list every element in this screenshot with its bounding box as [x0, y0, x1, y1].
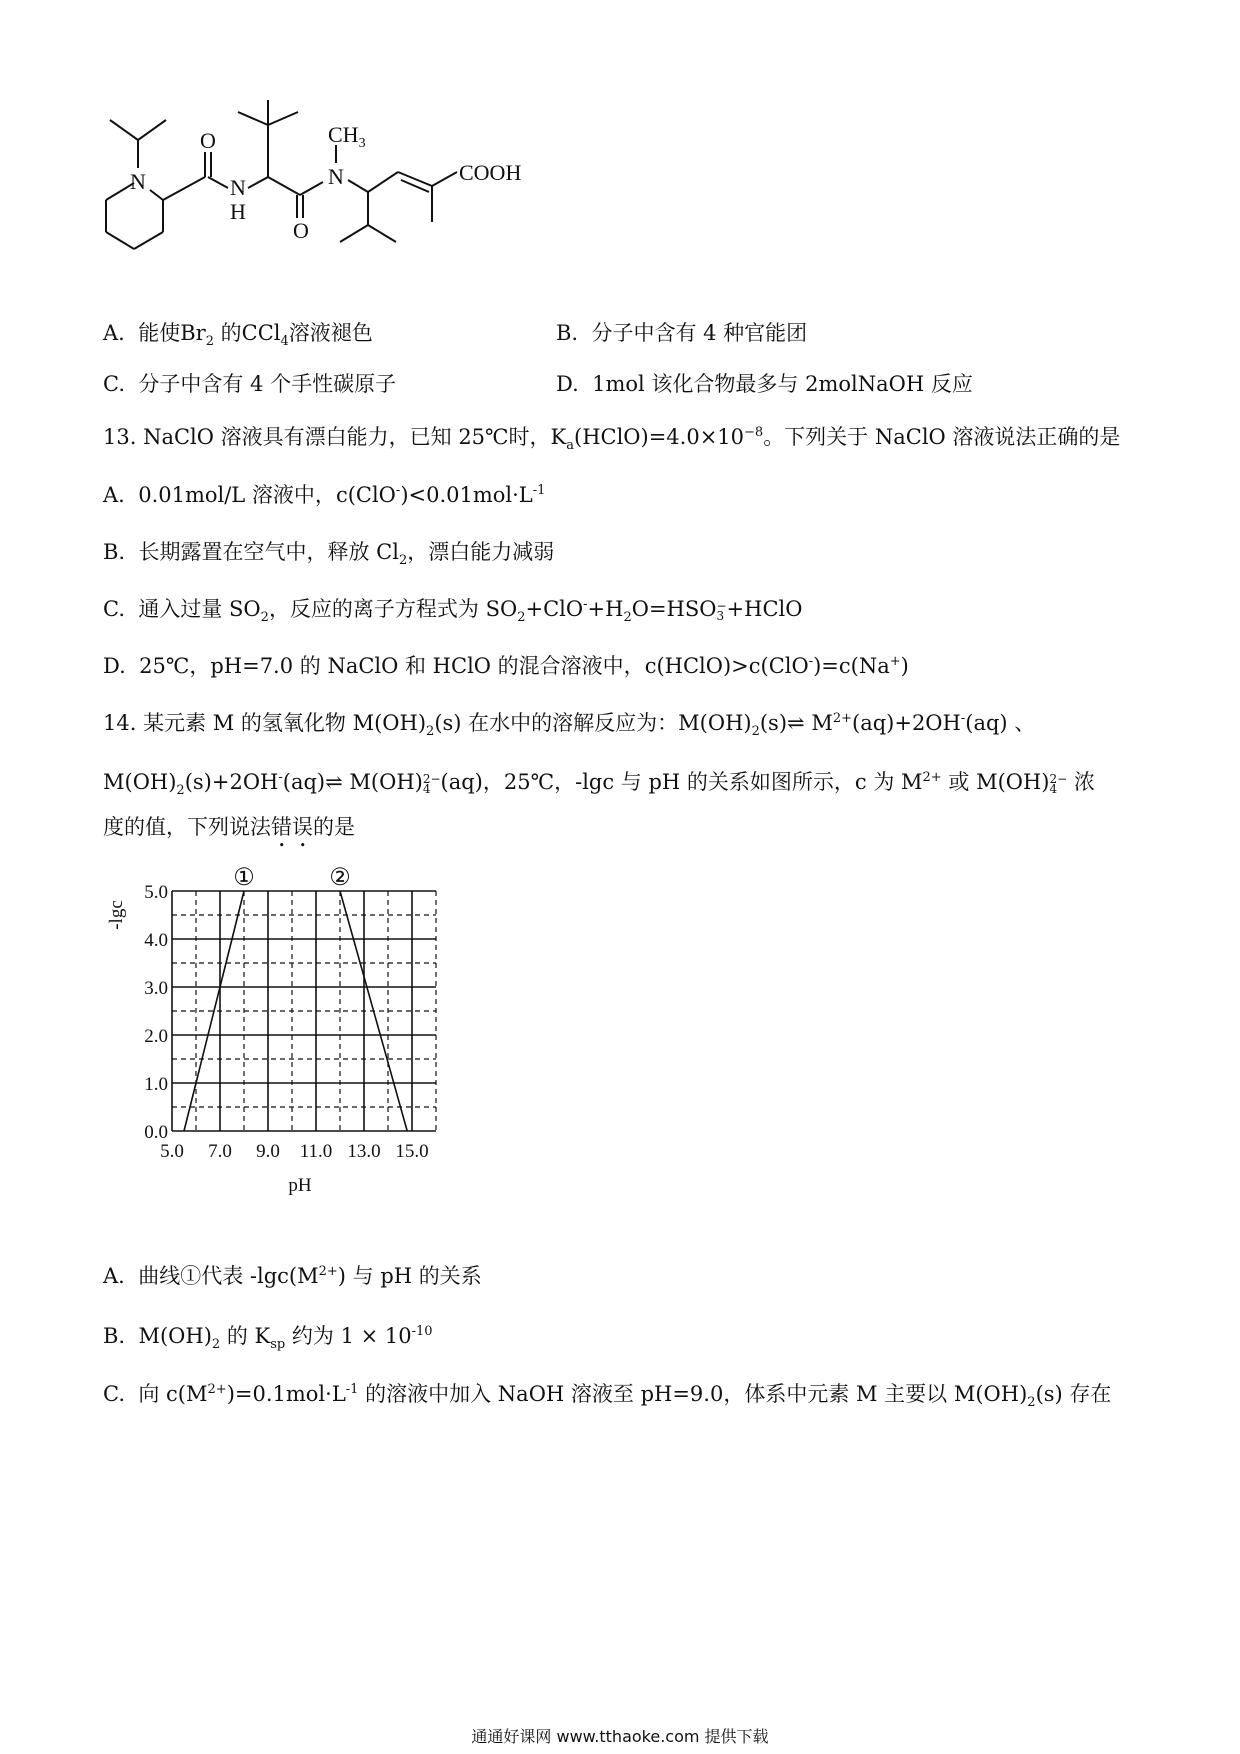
x-tick-label: 11.0 [299, 1141, 333, 1162]
option-label: A. [103, 1264, 125, 1288]
series-label-2: ② [329, 865, 351, 891]
emphasis-text: 错误 [271, 815, 313, 839]
q14-option-b: B. $M(OH)_2$ 的 $K_{sp}$ 约为 $1 \times 10^{-10}$ [103, 1324, 433, 1353]
q13-option-c: C. 通入过量 $SO_2$，反应的离子方程式为 $SO_2+ClO^-+H_2O=HSO$ − 3 +HClO [103, 597, 803, 626]
equilibrium-arrow-icon: ⇌ [325, 770, 343, 794]
y-tick-label: 4.0 [144, 930, 168, 951]
option-label: A. [103, 321, 125, 345]
option-label: C. [103, 372, 125, 396]
y-tick-label: 3.0 [144, 978, 168, 999]
page-footer[interactable]: 通通好课网 www.tthaoke.com 提供下载 [471, 1727, 769, 1746]
option-label: D. [103, 654, 126, 678]
x-axis-label: pH [288, 1175, 312, 1196]
y-tick-label: 0.0 [144, 1122, 168, 1143]
option-label: C. [103, 597, 125, 621]
x-tick-label: 13.0 [347, 1141, 381, 1162]
y-tick-label: 5.0 [144, 882, 168, 903]
q14-stem-line-1: 14. 某元素 M 的氢氧化物 $M(OH)_2(s)$ 在水中的溶解反应为：$M(OH)_2(s)\rightleftharpoons$ $M^{2+}(aq)+2OH^-(aq)$ 、 [103, 711, 1036, 740]
chemical-structure [100, 95, 600, 295]
q12-option-d: D. 1mol 该化合物最多与 2molNaOH 反应 [556, 372, 973, 396]
y-axis-label: -lgc [106, 900, 127, 930]
methyl-label: $CH_3$ [328, 122, 366, 151]
methyl-nitrogen-label: N [328, 164, 344, 189]
option-label: A. [103, 483, 125, 507]
y-tick-label: 2.0 [144, 1026, 168, 1047]
x-tick-label: 5.0 [160, 1141, 184, 1162]
q14-option-a: A. 曲线①代表 $-\lg c(M^{2+})$ 与 pH 的关系 [103, 1264, 482, 1288]
y-tick-label: 1.0 [144, 1074, 168, 1095]
q12-option-b: B. 分子中含有 4 种官能团 [556, 321, 808, 345]
x-tick-label: 7.0 [208, 1141, 232, 1162]
series-label-1: ① [233, 865, 255, 891]
option-label: C. [103, 1382, 125, 1406]
q13-stem: 13. NaClO 溶液具有漂白能力，已知 25℃时，$K_a(HClO)=4.0\times 10^{-8}$。下列关于 NaClO 溶液说法正确的是 [103, 425, 1121, 454]
q12-option-a: A. 能使$Br_2$ 的CCl$_4$溶液褪色 [103, 321, 373, 350]
x-tick-label: 15.0 [395, 1141, 429, 1162]
q13-option-d: D. 25℃，pH=7.0 的 NaClO 和 HClO 的混合溶液中，c(HClO)>c(ClO-)=c(Na+) [103, 654, 909, 678]
q14-stem-line-3: 度的值，下列说法错误的是 [103, 815, 355, 839]
ring-nitrogen-label: N [130, 169, 146, 194]
equilibrium-arrow-icon: ⇌ [787, 711, 805, 735]
option-label: D. [556, 372, 579, 396]
q14-option-c: C. 向 $c(M^{2+})=0.1mol\cdot L^{-1}$ 的溶液中加入 NaOH 溶液至 pH=9.0，体系中元素 M 主要以 $M(OH)_2(s)$ 存在 [103, 1382, 1112, 1411]
option-label: B. [556, 321, 579, 345]
carbonyl-oxygen-label: O [200, 128, 216, 153]
q14-stem-line-2: $M(OH)_2(s)+2OH^-(aq)\rightleftharpoons$ M(OH) 2− 4 (aq)，25℃，-lgc 与 pH 的关系如图所示，c 为 $M^{2+}$ 或 M(OH) 2− 4 浓 [103, 770, 1095, 799]
q13-option-b: B. 长期露置在空气中，释放 $Cl_2$，漂白能力减弱 [103, 540, 555, 569]
carbonyl-oxygen-label-2: O [293, 218, 309, 243]
option-label: B. [103, 1324, 126, 1348]
amide-nitrogen-label: N [230, 175, 246, 200]
amide-hydrogen-label: H [230, 199, 246, 224]
lgc-ph-chart [100, 860, 520, 1200]
q12-option-c: C. 分子中含有 4 个手性碳原子 [103, 372, 397, 396]
x-tick-label: 9.0 [256, 1141, 280, 1162]
carboxyl-label: COOH [459, 160, 522, 185]
option-label: B. [103, 540, 126, 564]
q13-option-a: A. 0.01mol/L 溶液中，$c(ClO^-)<0.01mol\cdot L^{-1}$ [103, 483, 546, 507]
